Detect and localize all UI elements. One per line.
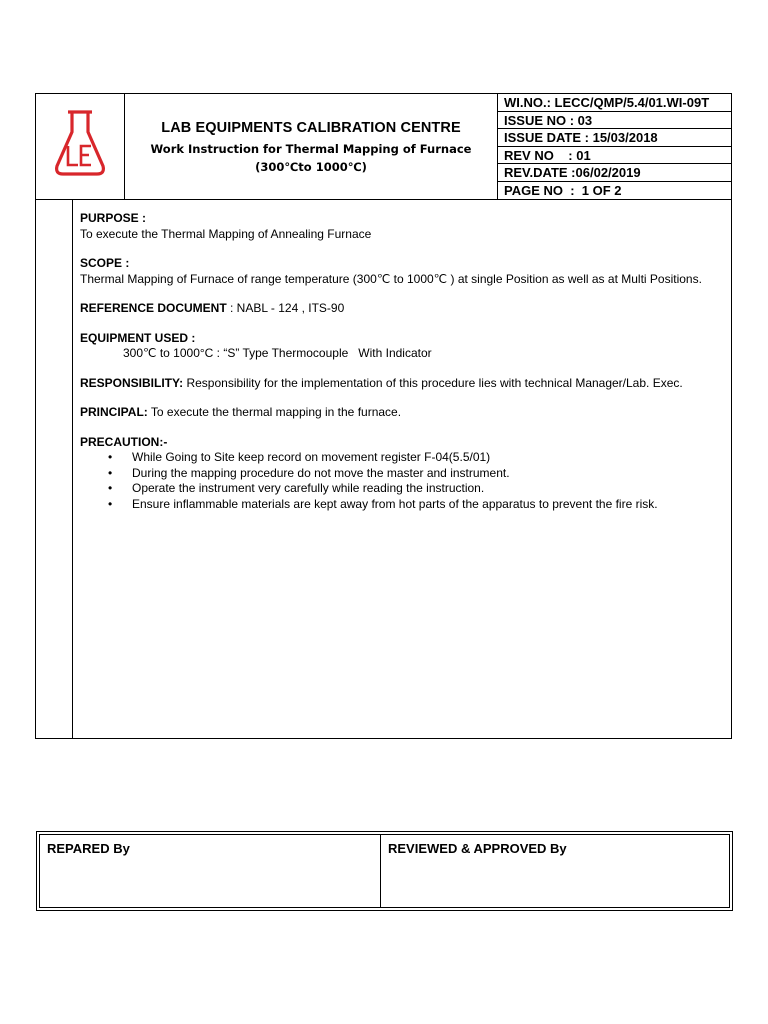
document-content	[80, 211, 720, 512]
reference-document	[80, 301, 720, 317]
list-item: • While Going to Site keep record on movement register F-04(5.5/01)	[132, 450, 720, 466]
work-instruction-title-line1: Work Instruction for Thermal Mapping of Furnace	[150, 142, 472, 156]
responsibility	[80, 376, 720, 392]
precaution-list	[80, 450, 720, 512]
scope-text: Thermal Mapping of Furnace of range temperature (300℃ to 1000℃ ) at single Position as well as at Multi Positions.	[80, 271, 702, 286]
document-meta-table	[498, 94, 732, 199]
list-item: • During the mapping procedure do not move the master and instrument.	[132, 466, 720, 482]
reviewed-approved-by-cell: REVIEWED & APPROVED By	[388, 841, 567, 856]
responsibility-heading: RESPONSIBILITY:	[80, 375, 184, 390]
principal-heading: PRINCIPAL:	[80, 405, 148, 419]
revision-number: REV NO : 01	[498, 147, 732, 165]
title-cell	[125, 94, 498, 199]
work-instruction-title-line2: (300℃to 1000℃)	[255, 160, 367, 174]
signature-table	[36, 831, 733, 911]
issue-number: ISSUE NO : 03	[498, 112, 732, 130]
purpose-text: To execute the Thermal Mapping of Annealing Furnace	[80, 226, 372, 241]
flask-logo-icon	[52, 106, 108, 182]
revision-date: REV.DATE :06/02/2019	[498, 164, 732, 182]
issue-date: ISSUE DATE : 15/03/2018	[498, 129, 732, 147]
responsibility-text: Responsibility for the implementation of this procedure lies with technical Manager/Lab. Exec.	[183, 375, 683, 390]
list-item: • Operate the instrument very carefully while reading the instruction.	[132, 481, 720, 497]
document-header	[35, 93, 732, 200]
reference-text: : NABL - 124 , ITS-90	[226, 301, 345, 315]
organization-name: LAB EQUIPMENTS CALIBRATION CENTRE	[161, 120, 461, 136]
principal-text: To execute the thermal mapping in the furnace.	[147, 405, 402, 419]
scope-heading: SCOPE :	[80, 256, 130, 270]
work-instruction-title	[125, 140, 497, 176]
purpose-heading: PURPOSE :	[80, 211, 147, 225]
wi-number: WI.NO.: LECC/QMP/5.4/01.WI-09T	[498, 94, 732, 112]
margin-rule	[72, 199, 73, 738]
prepared-by-cell: REPARED By	[40, 835, 381, 907]
equipment-text: 300℃ to 1000°C : “S” Type Thermocouple With Indicator	[123, 346, 432, 360]
principal	[80, 405, 720, 421]
precaution-heading: PRECAUTION:-	[80, 434, 168, 449]
logo-cell	[36, 94, 125, 199]
page-number: PAGE NO : 1 OF 2	[504, 182, 622, 198]
equipment-heading: EQUIPMENT USED :	[80, 330, 196, 345]
document-body	[35, 199, 732, 739]
list-item: • Ensure inflammable materials are kept away from hot parts of the apparatus to prevent the fire risk.	[132, 497, 720, 513]
reference-heading: REFERENCE DOCUMENT	[80, 301, 227, 315]
